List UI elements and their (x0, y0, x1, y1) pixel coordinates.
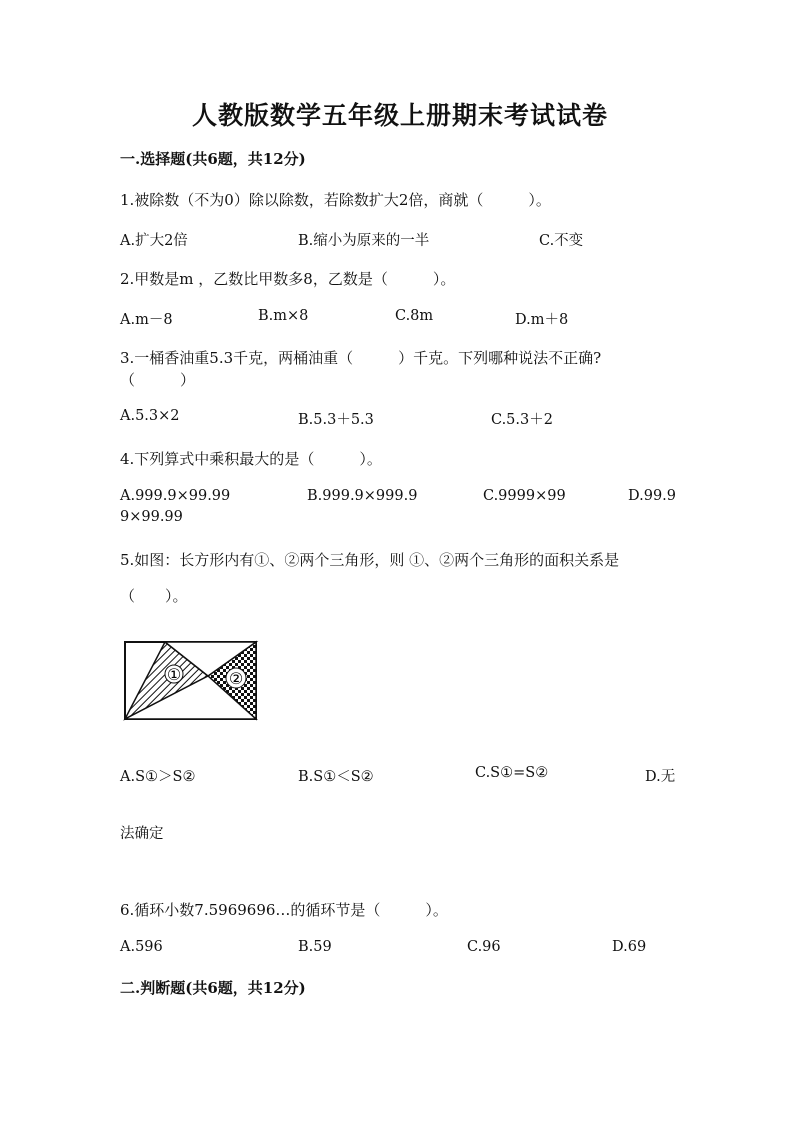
question-5-option-d[interactable]: D.无 (645, 769, 676, 785)
section-2-heading: 二.判断题(共6题，共12分) (120, 979, 306, 997)
question-2-option-a[interactable]: A.m－8 (120, 312, 173, 328)
question-3-stem-continued: （ ） (120, 371, 196, 389)
section-1-heading: 一.选择题(共6题，共12分) (120, 150, 306, 168)
question-1-option-b[interactable]: B.缩小为原来的一半 (298, 233, 430, 249)
question-5-option-b[interactable]: B.S①＜S② (298, 769, 374, 785)
question-1-option-a[interactable]: A.扩大2倍 (120, 233, 188, 249)
question-5-option-a[interactable]: A.S①＞S② (120, 769, 196, 785)
question-4-option-a[interactable]: A.999.9×99.99 (120, 488, 231, 504)
rectangle-triangles-figure (118, 636, 263, 726)
question-5-stem-continued: （ ）。 (120, 587, 188, 605)
question-6-option-c[interactable]: C.96 (467, 939, 501, 955)
question-6-option-d[interactable]: D.69 (612, 939, 647, 955)
question-3-stem: 3.一桶香油重5.3千克，两桶油重（ ）千克。下列哪种说法不正确? (120, 349, 602, 367)
question-2-stem: 2.甲数是m ，乙数比甲数多8，乙数是（ ）。 (120, 270, 456, 288)
question-5-stem: 5.如图：长方形内有①、②两个三角形，则 ①、②两个三角形的面积关系是 (120, 551, 620, 569)
question-3-option-a[interactable]: A.5.3×2 (120, 408, 180, 424)
page-title: 人教版数学五年级上册期末考试试卷 (191, 101, 608, 130)
question-6-option-a[interactable]: A.596 (120, 939, 163, 955)
question-2-option-d[interactable]: D.m＋8 (515, 312, 569, 328)
question-2-option-b[interactable]: B.m×8 (258, 308, 309, 324)
question-4-option-d[interactable]: D.99.9 (628, 488, 677, 504)
question-2-option-c[interactable]: C.8m (395, 308, 434, 324)
question-1-stem: 1.被除数（不为0）除以除数，若除数扩大2倍，商就（ ）。 (120, 191, 551, 209)
question-4-option-d-continued: 9×99.99 (120, 509, 183, 525)
question-4-stem: 4.下列算式中乘积最大的是（ ）。 (120, 450, 382, 468)
question-6-option-b[interactable]: B.59 (298, 939, 332, 955)
question-3-option-b[interactable]: B.5.3＋5.3 (298, 412, 374, 428)
question-5-option-d-continued: 法确定 (120, 826, 164, 842)
triangle-2-label: ② (228, 669, 244, 688)
question-4-option-c[interactable]: C.9999×99 (483, 488, 566, 504)
question-6-stem: 6.循环小数7.5969696…的循环节是（ ）。 (120, 901, 448, 919)
question-1-option-c[interactable]: C.不变 (539, 233, 584, 249)
triangle-1-label: ① (166, 665, 182, 684)
question-3-option-c[interactable]: C.5.3＋2 (491, 412, 553, 428)
question-4-option-b[interactable]: B.999.9×999.9 (307, 488, 418, 504)
question-5-option-c[interactable]: C.S①=S② (475, 765, 549, 781)
